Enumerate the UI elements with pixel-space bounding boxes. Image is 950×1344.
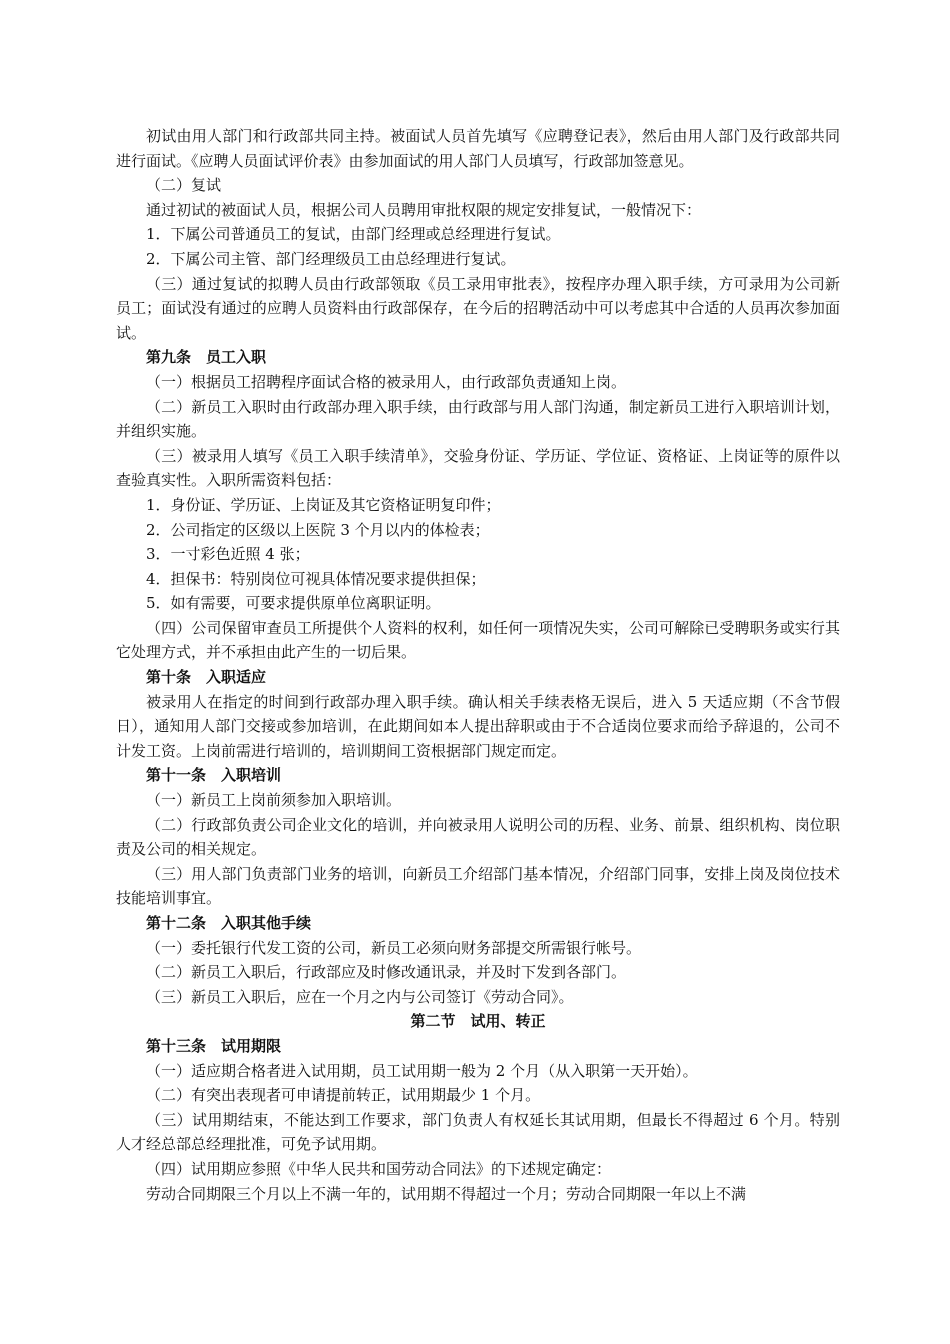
article-heading: 第十三条 试用期限 bbox=[146, 1036, 282, 1055]
paragraph: （三）新员工入职后，应在一个月之内与公司签订《劳动合同》。 bbox=[146, 987, 574, 1006]
article-heading: 第九条 员工入职 bbox=[146, 348, 267, 367]
paragraph: （三）被录用人填写《员工入职手续清单》，交验身份证、学历证、学位证、资格证、上岗证等的原件以查验真实性。入职所需资料包括： bbox=[116, 446, 840, 490]
section-heading: 第二节 试用、转正 bbox=[410, 1012, 546, 1031]
paragraph: （一）委托银行代发工资的公司，新员工必须向财务部提交所需银行帐号。 bbox=[146, 938, 642, 957]
article-heading: 第十二条 入职其他手续 bbox=[146, 914, 312, 932]
paragraph: （三）用人部门负责部门业务的培训，向新员工介绍部门基本情况，介绍部门同事，安排上岗及岗位技术技能培训事宜。 bbox=[116, 864, 840, 908]
document-body bbox=[116, 124, 840, 1206]
paragraph: 劳动合同期限三个月以上不满一年的，试用期不得超过一个月；劳动合同期限一年以上不满 bbox=[146, 1184, 747, 1203]
paragraph: （二）新员工入职后，行政部应及时修改通讯录，并及时下发到各部门。 bbox=[146, 963, 627, 982]
paragraph: （二）行政部负责公司企业文化的培训，并向被录用人说明公司的历程、业务、前景、组织机构、岗位职责及公司的相关规定。 bbox=[116, 815, 840, 859]
paragraph: （二）新员工入职时由行政部办理入职手续，由行政部与用人部门沟通，制定新员工进行入职培训计划，并组织实施。 bbox=[116, 397, 840, 441]
paragraph: （一）适应期合格者进入试用期，员工试用期一般为 2 个月（从入职第一天开始）。 bbox=[146, 1061, 698, 1080]
article-heading: 第十一条 入职培训 bbox=[146, 766, 282, 785]
paragraph: 初试由用人部门和行政部共同主持。被面试人员首先填写《应聘登记表》，然后由用人部门及行政部共同进行面试。《应聘人员面试评价表》由参加面试的用人部门人员填写，行政部加签意见。 bbox=[116, 127, 840, 170]
paragraph: 5．如有需要，可要求提供原单位离职证明。 bbox=[146, 594, 441, 613]
paragraph: 1．下属公司普通员工的复试，由部门经理或总经理进行复试。 bbox=[146, 225, 561, 244]
paragraph: （四）公司保留审查员工所提供个人资料的权利，如任何一项情况失实，公司可解除已受聘职务或实行其它处理方式，并不承担由此产生的一切后果。 bbox=[116, 618, 840, 662]
paragraph: （三）试用期结束，不能达到工作要求，部门负责人有权延长其试用期，但最长不得超过 6 个月。特别人才经总部总经理批准，可免予试用期。 bbox=[116, 1110, 840, 1154]
paragraph: 通过初试的被面试人员，根据公司人员聘用审批权限的规定安排复试，一般情况下： bbox=[146, 200, 702, 219]
paragraph: 4．担保书：特别岗位可视具体情况要求提供担保； bbox=[146, 569, 486, 588]
paragraph: （三）通过复试的拟聘人员由行政部领取《员工录用审批表》，按程序办理入职手续，方可录用为公司新员工；面试没有通过的应聘人员资料由行政部保存，在今后的招聘活动中可以考虑其中合适的人员再次参加面试。 bbox=[116, 274, 840, 342]
paragraph: （一）新员工上岗前须参加入职培训。 bbox=[146, 791, 402, 810]
paragraph: 3．一寸彩色近照 4 张； bbox=[146, 545, 310, 564]
paragraph: （二）复试 bbox=[146, 176, 222, 195]
paragraph: （一）根据员工招聘程序面试合格的被录用人，由行政部负责通知上岗。 bbox=[146, 372, 627, 391]
paragraph: 1．身份证、学历证、上岗证及其它资格证明复印件； bbox=[146, 495, 501, 514]
paragraph: 2．公司指定的区级以上医院 3 个月以内的体检表； bbox=[146, 520, 490, 539]
paragraph: 被录用人在指定的时间到行政部办理入职手续。确认相关手续表格无误后，进入 5 天适应期（不含节假日），通知用人部门交接或参加培训，在此期间如本人提出辞职或由于不合适岗位要求而给予辞退的，公司不计发工资。上岗前需进行培训的，培训期间工资根据部门规定而定。 bbox=[116, 692, 840, 760]
paragraph: 2．下属公司主管、部门经理级员工由总经理进行复试。 bbox=[146, 249, 516, 268]
paragraph: （二）有突出表现者可申请提前转正，试用期最少 1 个月。 bbox=[146, 1086, 541, 1105]
article-heading: 第十条 入职适应 bbox=[146, 668, 267, 687]
paragraph: （四）试用期应参照《中华人民共和国劳动合同法》的下述规定确定： bbox=[146, 1159, 612, 1178]
